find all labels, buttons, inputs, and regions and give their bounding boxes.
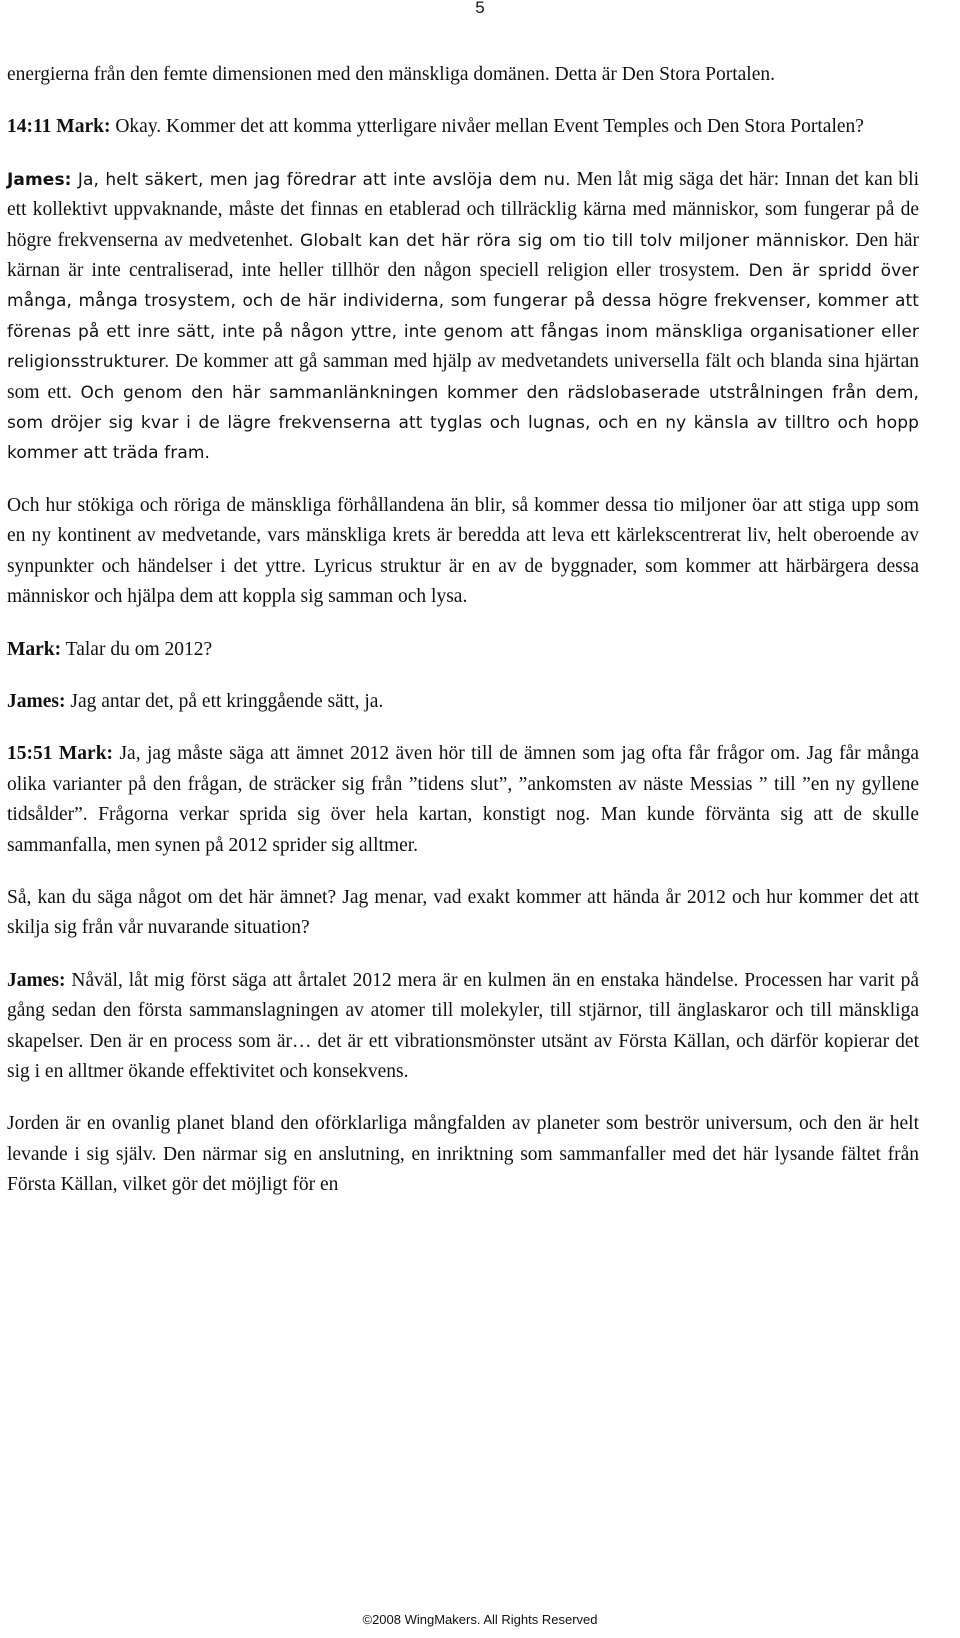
paragraph-1: energierna från den femte dimensionen med den mänskliga domänen. Detta är Den Stora Portalen. — [7, 64, 776, 85]
paragraph-5: Mark: Talar du om 2012? — [7, 638, 213, 660]
copyright-footer: ©2008 WingMakers. All Rights Reserved — [362, 1612, 598, 1627]
paragraph-6: James: Jag antar det, på ett kringgående sätt, ja. — [7, 690, 384, 712]
paragraph-10: Jorden är en ovanlig planet bland den oförklarliga mångfalden av planeter som beströr universum, och den är helt levande i sig själv. Den närmar sig en anslutning, en inriktning som sammanfaller med det här lysande fältet från Första Källan, vilket gör det möjligt för en — [7, 1113, 919, 1196]
paragraph-2: 14:11 Mark: Okay. Kommer det att komma ytterligare nivåer mellan Event Temples och Den Stora Portalen? — [7, 116, 864, 138]
speaker-label: James: — [7, 169, 72, 190]
speaker-label: James: — [7, 690, 66, 712]
body-text — [7, 60, 919, 1223]
speaker-label: Mark: — [7, 638, 62, 660]
paragraph-4: Och hur stökiga och röriga de mänskliga förhållandena än blir, så kommer dessa tio miljoner öar att stiga upp som en ny kontinent av medvetande, vars mänskliga krets är beredda att leva ett kärlekscentrerat liv, helt oberoende av synpunkter och händelser i det yttre. Lyricus struktur är en av de byggnader, som kommer att härbärgera dessa människor och hjälpa dem att koppla sig samman och lysa. — [7, 494, 919, 608]
paragraph-9: James: Nåväl, låt mig först säga att årtalet 2012 mera är en kulmen än en enstaka händelse. Processen har varit på gång sedan den första sammanslagningen av atomer till molekyler, till stjärnor, till änglaskaror och till mänskliga skapelser. Den är en process som är… det är ett vibrationsmönster utsänt av Första Källan, och därför kopierar det sig i en alltmer ökande effektivitet och konsekvens. — [7, 969, 919, 1082]
paragraph-3: James: Ja, helt säkert, men jag föredrar att inte avslöja dem nu. Men låt mig säga det här: Innan det kan bli ett kollektivt uppvaknande, måste det finnas en etablerad och tillräcklig kärna med människor, som fungerar på de högre frekvenserna av medvetenhet. Globalt kan det här röra sig om tio till tolv miljoner människor. Den här kärnan är inte centraliserad, inte heller tillhör den någon speciell religion eller trosystem. Den är spridd över många, många trosystem, och de här individerna, som fungerar på dessa högre frekvenser, kommer att förenas på ett inre sätt, inte på någon yttre, inte genom att fångas inom mänskliga organisationer eller religionsstrukturer. De kommer att gå samman med hjälp av medvetandets universella fält och blanda sina hjärtan som ett. Och genom den här sammanlänkningen kommer den rädslobaserade utstrålningen från dem, som dröjer sig kvar i de lägre frekvenserna att tyglas och lugnas, och en ny känsla av tilltro och hopp kommer att träda fram. — [7, 168, 920, 464]
paragraph-8: Så, kan du säga något om det här ämnet? Jag menar, vad exakt kommer att hända år 2012 och hur kommer det att skilja sig från vår nuvarande situation? — [7, 886, 919, 939]
speaker-label: James: — [7, 969, 66, 991]
speaker-label: Mark: — [56, 116, 111, 138]
speaker-label: Mark: — [58, 743, 114, 765]
timestamp: 15:51 — [7, 743, 53, 765]
page-number: 5 — [475, 0, 485, 17]
timestamp: 14:11 — [7, 116, 52, 138]
paragraph-7: 15:51 Mark: Ja, jag måste säga att ämnet 2012 även hör till de ämnen som jag ofta får frågor om. Jag får många olika varianter på den frågan, de sträcker sig från ”tidens slut”, ”ankomsten av näste Messias ” till ”en ny gyllene tidsålder”. Frågorna verkar sprida sig över hela kartan, konstigt nog. Man kunde förvänta sig att de skulle sammanfalla, men synen på 2012 sprider sig alltmer. — [7, 743, 919, 856]
